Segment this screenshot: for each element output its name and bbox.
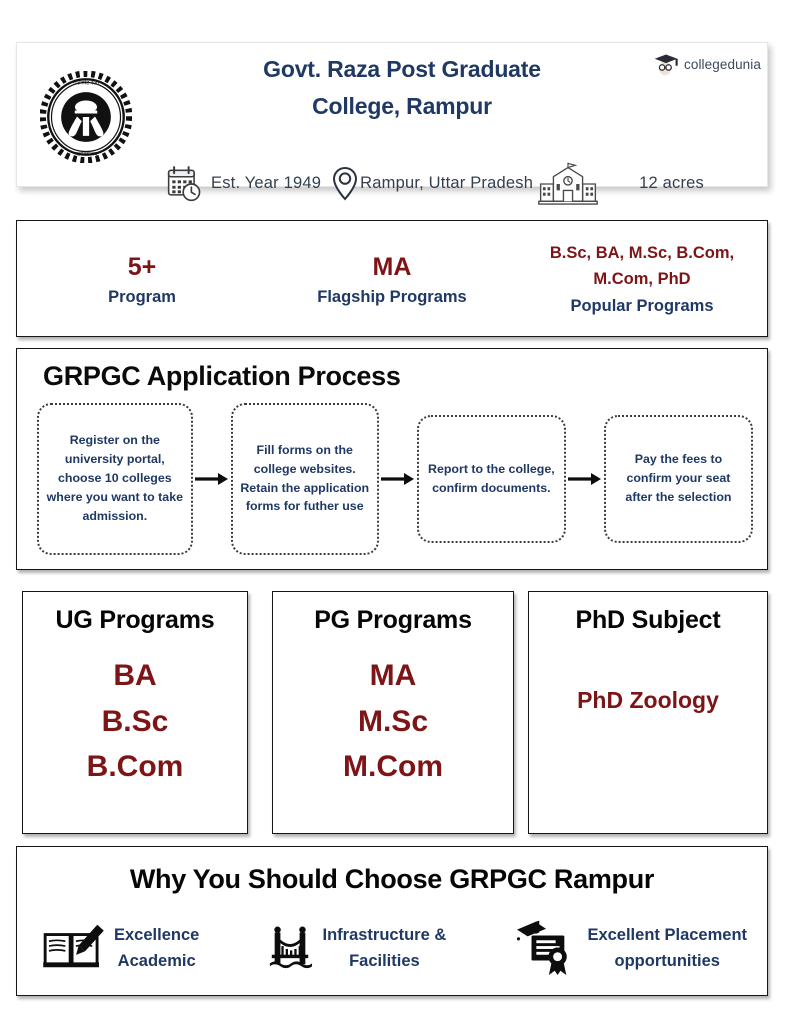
why-item-academic	[43, 922, 199, 974]
established-year-text: Est. Year 1949	[211, 174, 322, 192]
college-name-line1: Govt. Raza Post Graduate	[263, 56, 541, 82]
college-name-line2: College, Rampur	[312, 93, 492, 120]
stat-value: B.Sc, BA, M.Sc, B.Com, M.Com, PhD	[549, 244, 735, 288]
program-item: BA	[113, 659, 157, 692]
svg-text:गोव्र्नमेंट रज़ा: गोव्र्नमेंट रज़ा	[73, 80, 99, 87]
program-item: B.Com	[86, 750, 184, 784]
why-item-text	[313, 922, 446, 974]
college-name	[167, 51, 637, 126]
college-location	[331, 165, 533, 203]
college-emblem-icon	[31, 73, 141, 161]
program-item: PhD Zoology	[577, 687, 719, 713]
why-item-line2: Facilities	[349, 952, 420, 970]
stat-value: 5+	[127, 252, 157, 281]
program-list	[529, 683, 767, 718]
campus-building-icon	[537, 162, 599, 206]
book-pencil-icon	[43, 923, 105, 973]
arrow-right-icon	[566, 471, 604, 487]
program-list	[23, 653, 247, 790]
map-pin-icon	[331, 165, 359, 203]
program-stats-box	[16, 220, 768, 337]
program-list	[273, 653, 513, 790]
card-heading: PG Programs	[314, 606, 472, 634]
card-heading: PhD Subject	[575, 606, 721, 634]
why-item-text	[105, 922, 199, 974]
stat-label: Program	[108, 287, 176, 306]
why-item-placement	[514, 920, 747, 976]
process-step: Report to the college, confirm documents.	[417, 415, 566, 543]
stat-program	[17, 251, 267, 307]
phd-subject-card	[528, 591, 768, 834]
graduation-certificate-icon	[514, 920, 578, 976]
pg-programs-card	[272, 591, 514, 834]
process-step: Pay the fees to confirm your seat after the selection	[604, 415, 753, 543]
campus-area-text: 12 acres	[639, 174, 704, 192]
why-item-line1: Excellence	[114, 925, 200, 944]
collegedunia-graduate-icon	[653, 51, 679, 77]
established-year	[165, 164, 321, 204]
collegedunia-watermark	[653, 51, 761, 77]
arrow-right-icon	[193, 471, 231, 487]
bridge-icon	[267, 923, 313, 973]
application-process-title: GRPGC Application Process	[43, 361, 401, 391]
why-item-line1: Infrastructure &	[322, 925, 447, 944]
why-choose-box	[16, 846, 768, 996]
why-item-infrastructure	[267, 922, 446, 974]
ug-programs-card	[22, 591, 248, 834]
stat-label: Popular Programs	[570, 296, 714, 315]
process-step: Fill forms on the college websites. Retain the application forms for futher use	[231, 403, 379, 555]
why-choose-title: Why You Should Choose GRPGC Rampur	[129, 864, 655, 894]
why-item-text	[578, 922, 747, 974]
program-item: M.Sc	[357, 704, 429, 738]
application-process-box	[16, 348, 768, 570]
stat-label: Flagship Programs	[317, 287, 467, 306]
college-location-text: Rampur, Uttar Pradesh	[360, 174, 534, 192]
card-heading: UG Programs	[55, 606, 215, 634]
stat-popular	[517, 241, 767, 315]
process-steps	[37, 402, 753, 555]
program-item: MA	[369, 659, 417, 692]
why-item-line2: opportunities	[614, 952, 720, 970]
campus-area	[537, 162, 704, 206]
svg-text:महाविद्यालय: महाविद्यालय	[74, 151, 98, 158]
why-item-line1: Excellent Placement	[587, 925, 748, 944]
header-meta-row	[165, 161, 765, 206]
program-item: B.Sc	[101, 704, 169, 738]
arrow-right-icon	[379, 471, 417, 487]
process-step: Register on the university portal, choose 10 colleges where you want to take admission.	[37, 403, 193, 555]
why-choose-items	[25, 909, 759, 987]
program-item: M.Com	[343, 750, 443, 784]
collegedunia-wordmark: collegedunia	[683, 56, 761, 72]
stat-flagship	[267, 251, 517, 307]
why-item-line2: Academic	[117, 952, 196, 970]
college-header-card	[16, 42, 768, 192]
calendar-clock-icon	[165, 164, 205, 204]
stat-value: MA	[372, 252, 412, 281]
